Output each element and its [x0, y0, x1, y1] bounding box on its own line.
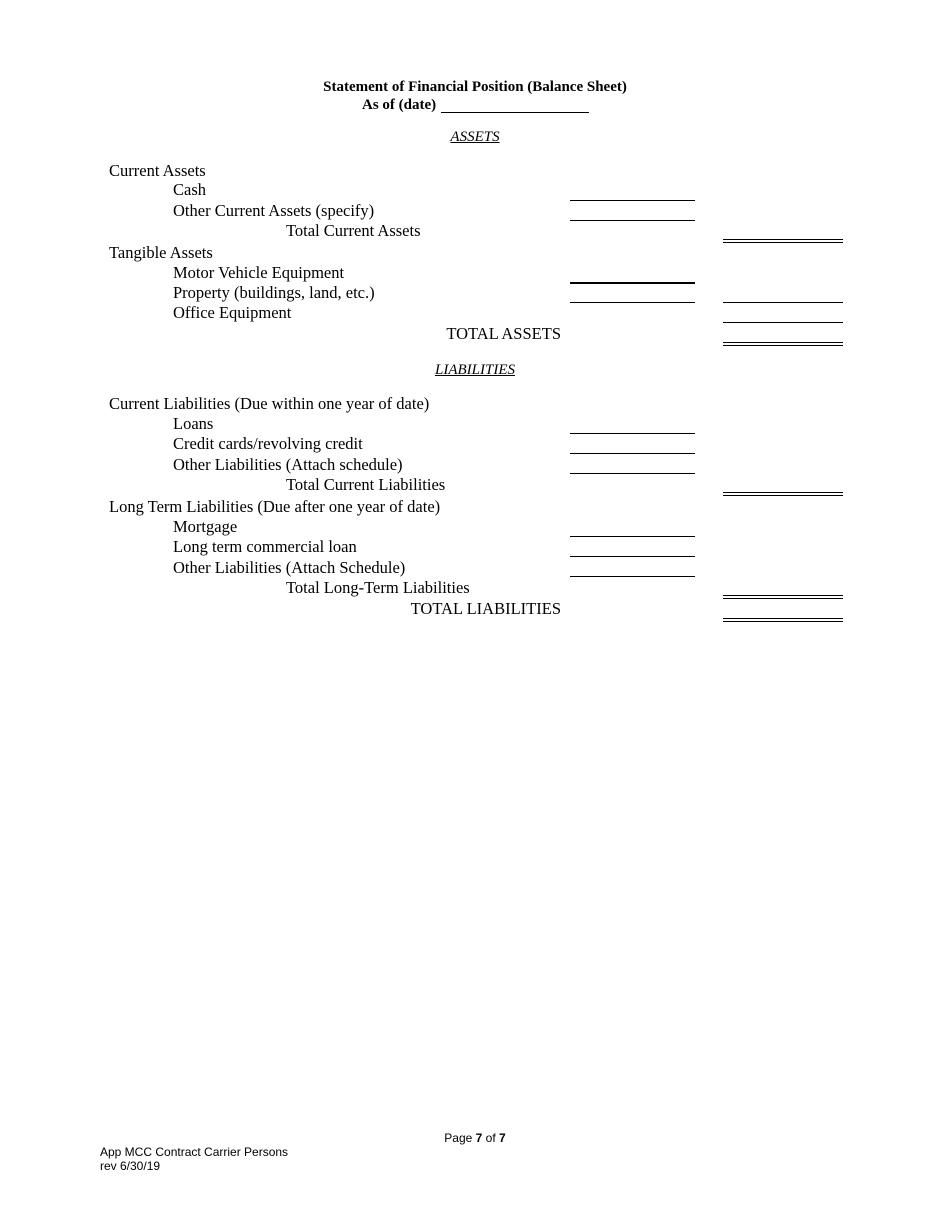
mortgage-label: Mortgage — [173, 517, 238, 536]
commercial-loan-label: Long term commercial loan — [173, 537, 357, 556]
page-current: 7 — [475, 1131, 483, 1145]
office-equipment-label: Office Equipment — [173, 303, 292, 322]
commercial-loan-field[interactable] — [570, 556, 695, 557]
total-long-term-field[interactable] — [723, 595, 843, 599]
liabilities-heading: LIABILITIES — [435, 362, 515, 378]
page-title: Statement of Financial Position (Balance Sheet) — [323, 79, 627, 95]
office-equipment-field[interactable] — [723, 322, 843, 323]
credit-cards-field[interactable] — [570, 453, 695, 454]
other-current-assets-field[interactable] — [570, 220, 695, 221]
form-name: App MCC Contract Carrier Persons — [100, 1145, 289, 1159]
other-long-term-label: Other Liabilities (Attach Schedule) — [173, 558, 406, 577]
as-of-date-label: As of (date) — [362, 97, 437, 113]
total-current-assets-field[interactable] — [723, 239, 843, 243]
mortgage-field[interactable] — [570, 536, 695, 537]
page-total: 7 — [499, 1131, 506, 1145]
total-current-liabilities-field[interactable] — [723, 492, 843, 496]
current-liabilities-label: Current Liabilities (Due within one year of date) — [109, 394, 430, 413]
page-number — [0, 1131, 950, 1145]
property-label: Property (buildings, land, etc.) — [173, 283, 375, 302]
property-field[interactable] — [570, 302, 695, 303]
other-current-assets-label: Other Current Assets (specify) — [173, 201, 375, 220]
page-prefix: Page — [444, 1131, 473, 1145]
credit-cards-label: Credit cards/revolving credit — [173, 434, 363, 453]
tangible-assets-label: Tangible Assets — [109, 243, 213, 262]
total-long-term-label: Total Long-Term Liabilities — [286, 578, 470, 597]
other-long-term-field[interactable] — [570, 576, 695, 577]
assets-heading: ASSETS — [450, 129, 500, 145]
total-assets-field[interactable] — [723, 342, 843, 346]
other-liabilities-field[interactable] — [570, 473, 695, 474]
total-current-assets-label: Total Current Assets — [286, 221, 421, 240]
total-liabilities-field[interactable] — [723, 618, 843, 622]
property-total-field[interactable] — [723, 302, 843, 303]
cash-field[interactable] — [570, 200, 695, 201]
revision-date: rev 6/30/19 — [100, 1159, 161, 1173]
loans-field[interactable] — [570, 433, 695, 434]
page-of: of — [485, 1131, 496, 1145]
long-term-liabilities-label: Long Term Liabilities (Due after one year of date) — [109, 497, 441, 516]
motor-vehicle-label: Motor Vehicle Equipment — [173, 263, 345, 282]
current-assets-label: Current Assets — [109, 161, 206, 180]
cash-label: Cash — [173, 180, 206, 199]
loans-label: Loans — [173, 414, 214, 433]
as-of-date-field[interactable] — [441, 112, 589, 113]
total-assets-label: TOTAL ASSETS — [446, 324, 561, 343]
other-liabilities-label: Other Liabilities (Attach schedule) — [173, 455, 403, 474]
total-liabilities-label: TOTAL LIABILITIES — [410, 599, 561, 618]
motor-vehicle-field[interactable] — [570, 282, 695, 284]
total-current-liabilities-label: Total Current Liabilities — [286, 475, 446, 494]
